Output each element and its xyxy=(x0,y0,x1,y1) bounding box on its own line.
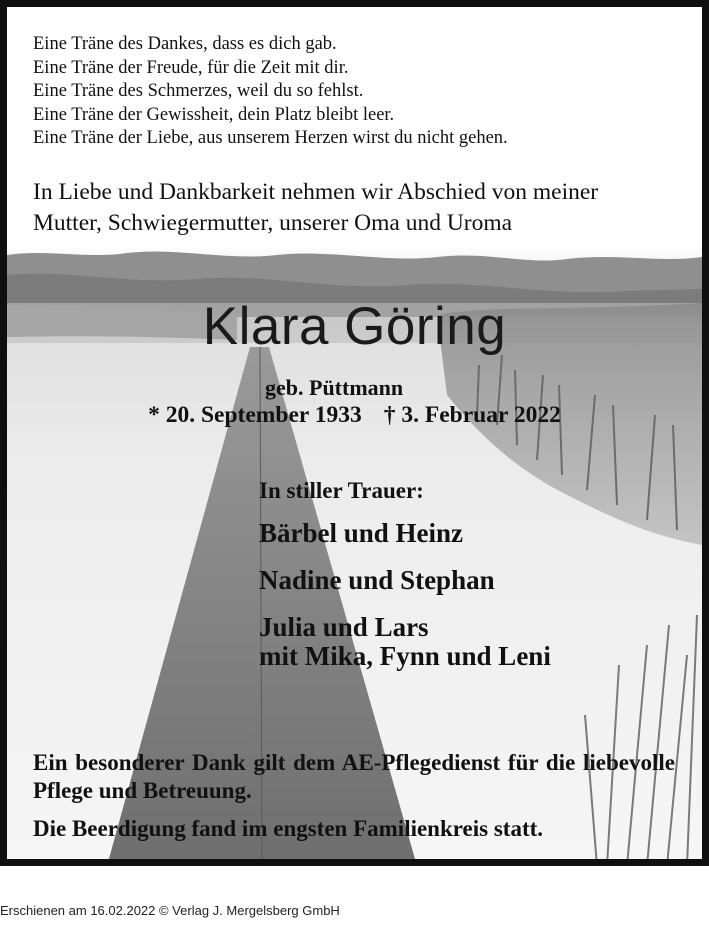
poem xyxy=(33,33,508,151)
birth-date: * 20. September 1933 xyxy=(148,402,362,428)
intro-line: In Liebe und Dankbarkeit nehmen wir Abschied von meiner xyxy=(33,179,599,205)
publication-credit: Erschienen am 16.02.2022 © Verlag J. Mergelsberg GmbH xyxy=(0,903,340,918)
poem-line: Eine Träne der Freude, für die Zeit mit dir. xyxy=(33,57,349,78)
intro-line: Mutter, Schwiegermutter, unserer Oma und Uroma xyxy=(33,210,513,236)
mourners-list xyxy=(259,519,551,689)
mourner-line: Bärbel und Heinz xyxy=(259,518,464,548)
mourner-group xyxy=(259,566,551,595)
farewell-intro xyxy=(33,177,598,239)
mourner-line: Julia und Lars xyxy=(259,612,429,642)
mourner-line: Nadine und Stephan xyxy=(259,565,495,595)
death-date: † 3. Februar 2022 xyxy=(383,402,561,428)
thanks-note: Ein besonderer Dank gilt dem AE-Pflegedienst für die liebevolle Pflege und Betreuung. xyxy=(33,750,675,803)
poem-line: Eine Träne der Gewissheit, dein Platz bleibt leer. xyxy=(33,104,395,125)
mourner-group xyxy=(259,613,551,671)
poem-line: Eine Träne des Schmerzes, weil du so fehlst. xyxy=(33,81,364,101)
poem-line: Eine Träne der Liebe, aus unserem Herzen wirst du nicht gehen. xyxy=(33,128,508,148)
mourning-label: In stiller Trauer: xyxy=(259,478,424,503)
poem-line: Eine Träne des Dankes, dass es dich gab. xyxy=(33,34,337,54)
mourner-line: mit Mika, Fynn und Leni xyxy=(259,641,551,671)
life-dates xyxy=(7,402,702,429)
birth-name: geb. Püttmann xyxy=(265,375,404,400)
deceased-name: Klara Göring xyxy=(202,297,507,356)
funeral-note: Die Beerdigung fand im engsten Familienkreis statt. xyxy=(33,816,544,841)
mourner-group xyxy=(259,519,551,548)
